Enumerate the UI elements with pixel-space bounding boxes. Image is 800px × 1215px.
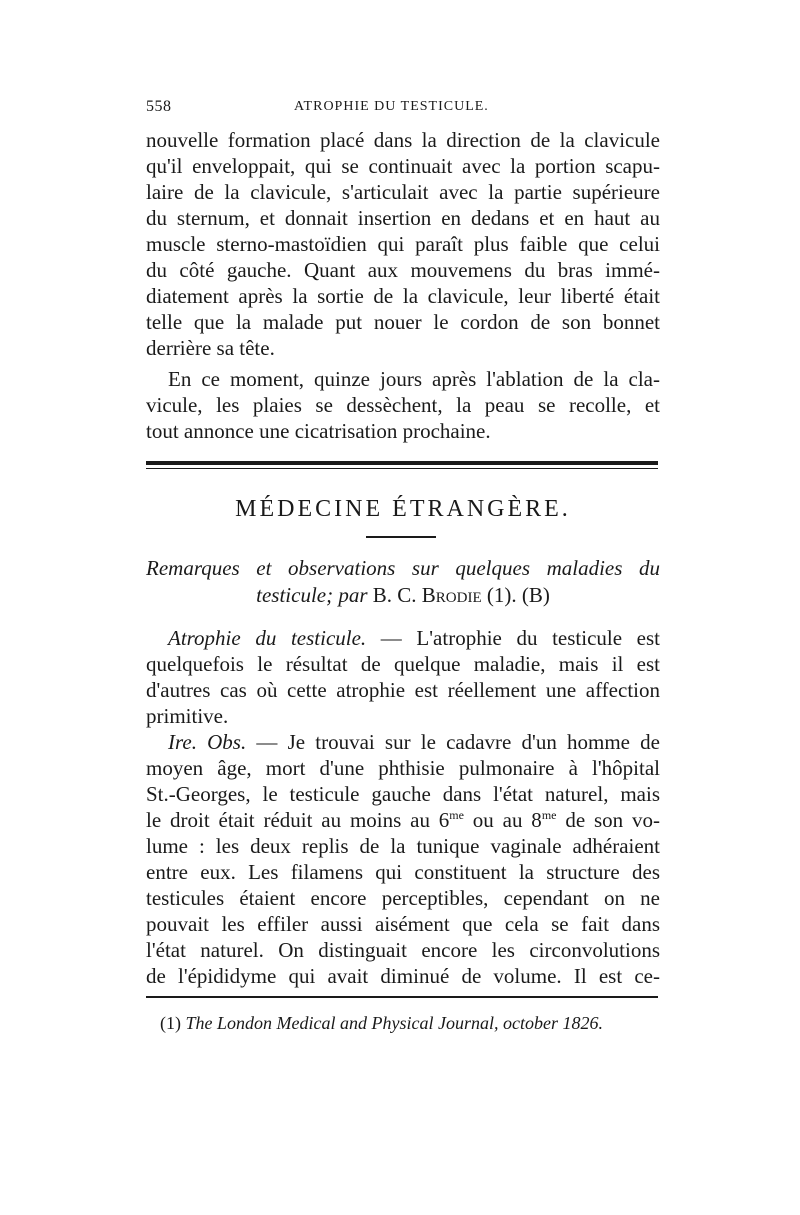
text-line: quelquefois le résultat de quelque maladie, mais il est bbox=[146, 652, 660, 676]
text-segment: le droit était réduit au moins au 6 bbox=[146, 808, 450, 832]
observation-label: Ire. Obs. bbox=[168, 730, 247, 754]
text-line: du sternum, et donnait insertion en dedans et en haut au bbox=[146, 206, 660, 230]
paragraph-lead: Atrophie du testicule. bbox=[168, 626, 367, 650]
text-line: du côté gauche. Quant aux mouvemens du bras immé- bbox=[146, 258, 660, 282]
running-title: ATROPHIE DU TESTICULE. bbox=[294, 99, 489, 114]
text-line: de l'épididyme qui avait diminué de volume. Il est ce- bbox=[146, 964, 660, 988]
section-rule-thin bbox=[146, 468, 658, 469]
text-line bbox=[146, 625, 660, 651]
section-heading: MÉDECINE ÉTRANGÈRE. bbox=[235, 496, 571, 522]
text-line: nouvelle formation placé dans la direction de la clavicule bbox=[146, 128, 660, 152]
text-line bbox=[146, 807, 660, 833]
footnote-reference: (1). (B) bbox=[486, 583, 550, 607]
article-title-line: Remarques et observations sur quelques maladies du bbox=[146, 556, 660, 580]
text-line: diatement après la sortie de la clavicule, leur liberté était bbox=[146, 284, 660, 308]
text-line: qu'il enveloppait, qui se continuait avec la portion scapu- bbox=[146, 154, 660, 178]
article-title-line bbox=[146, 583, 660, 608]
text-line: testicules étaient encore perceptibles, cependant on ne bbox=[146, 886, 660, 910]
text-segment: ou au 8 bbox=[463, 808, 542, 832]
text-line: d'autres cas où cette atrophie est réellement une affection bbox=[146, 678, 660, 702]
footnote-text: The London Medical and Physical Journal, october 1826. bbox=[185, 1013, 603, 1033]
footnote bbox=[160, 1013, 660, 1034]
ordinal-suffix: me bbox=[541, 808, 557, 822]
heading-underline bbox=[366, 536, 436, 538]
section-rule-thick bbox=[146, 461, 658, 465]
text-line: tout annonce une cicatrisation prochaine. bbox=[146, 419, 491, 443]
text-line: l'état naturel. On distinguait encore les circonvolutions bbox=[146, 938, 660, 962]
page-number: 558 bbox=[146, 98, 172, 115]
text-line: lume : les deux replis de la tunique vaginale adhéraient bbox=[146, 834, 660, 858]
text-line: muscle sterno-mastoïdien qui paraît plus faible que celui bbox=[146, 232, 660, 256]
text-line: pouvait les effiler aussi aisément que cela se fait dans bbox=[146, 912, 660, 936]
footnote-rule bbox=[146, 996, 658, 998]
text-segment: de son vo- bbox=[556, 808, 660, 832]
text-line: St.-Georges, le testicule gauche dans l'état naturel, mais bbox=[146, 782, 660, 806]
text-line: entre eux. Les filamens qui constituent la structure des bbox=[146, 860, 660, 884]
text-line: telle que la malade put nouer le cordon de son bonnet bbox=[146, 310, 660, 334]
text-line: derrière sa tête. bbox=[146, 336, 275, 360]
text-line: moyen âge, mort d'une phthisie pulmonaire à l'hôpital bbox=[146, 756, 660, 780]
article-author: B. C. Brodie bbox=[372, 583, 482, 607]
text-line bbox=[146, 729, 660, 755]
paragraph-text: — Je trouvai sur le cadavre d'un homme de bbox=[246, 730, 661, 754]
text-line: En ce moment, quinze jours après l'ablation de la cla- bbox=[168, 367, 660, 391]
text-line: primitive. bbox=[146, 704, 229, 728]
text-line: vicule, les plaies se dessèchent, la peau se recolle, et bbox=[146, 393, 660, 417]
ordinal-suffix: me bbox=[449, 808, 464, 822]
footnote-marker: (1) bbox=[160, 1013, 181, 1033]
text-line: laire de la clavicule, s'articulait avec la partie supérieure bbox=[146, 180, 660, 204]
article-title-part: testicule; par bbox=[256, 583, 368, 607]
paragraph-text: — L'atrophie du testicule est bbox=[366, 626, 661, 650]
